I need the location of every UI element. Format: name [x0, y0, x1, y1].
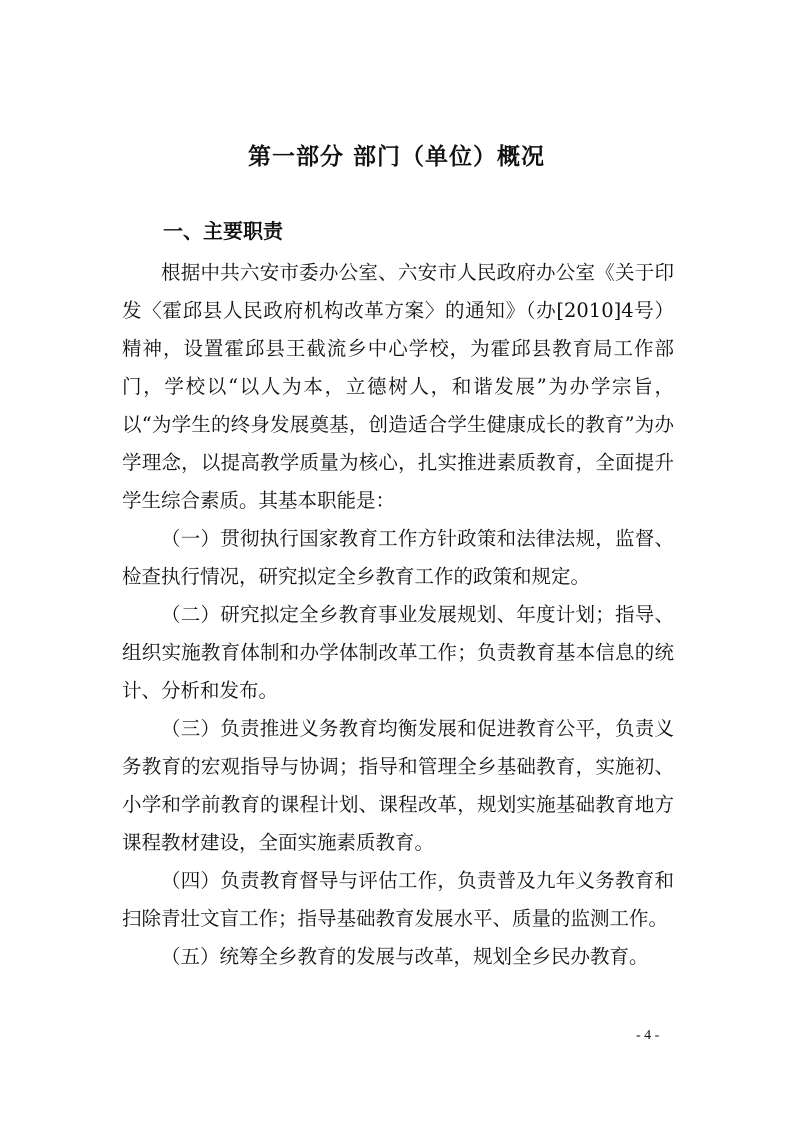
- paragraph-duty-5: （五）统筹全乡教育的发展与改革，规划全乡民办教育。: [161, 945, 649, 968]
- paragraph-duty-3: （三）负责推进义务教育均衡发展和促进教育公平，负责义务教育的宏观指导与协调；指导和管理全乡基础教育，实施初、小学和学前教育的课程计划、课程改革，规划实施基础教育地方课程教材建设，全面实施素质教育。: [122, 717, 674, 854]
- body-text: [122, 254, 674, 976]
- page-number: - 4 -: [636, 1028, 660, 1043]
- page-title: 第一部分 部门（单位）概况: [247, 144, 545, 170]
- paragraph-duty-4: （四）负责教育督导与评估工作，负责普及九年义务教育和扫除青壮文盲工作；指导基础教育发展水平、质量的监测工作。: [122, 869, 674, 930]
- paragraph-duty-1: （一）贯彻执行国家教育工作方针政策和法律法规，监督、检查执行情况，研究拟定全乡教育工作的政策和规定。: [122, 527, 674, 588]
- paragraph-intro: 根据中共六安市委办公室、六安市人民政府办公室《关于印发〈霍邱县人民政府机构改革方案〉的通知》（办[2010]4号）精神，设置霍邱县王截流乡中心学校，为霍邱县教育局工作部门，学校以“以人为本，立德树人，和谐发展”为办学宗旨，以“为学生的终身发展奠基，创造适合学生健康成长的教育”为办学理念，以提高教学质量为核心，扎实推进素质教育，全面提升学生综合素质。其基本职能是：: [122, 261, 674, 512]
- paragraph-duty-2: （二）研究拟定全乡教育事业发展规划、年度计划；指导、组织实施教育体制和办学体制改革工作；负责教育基本信息的统计、分析和发布。: [122, 603, 674, 702]
- section-heading-main-duties: 一、主要职责: [163, 219, 283, 243]
